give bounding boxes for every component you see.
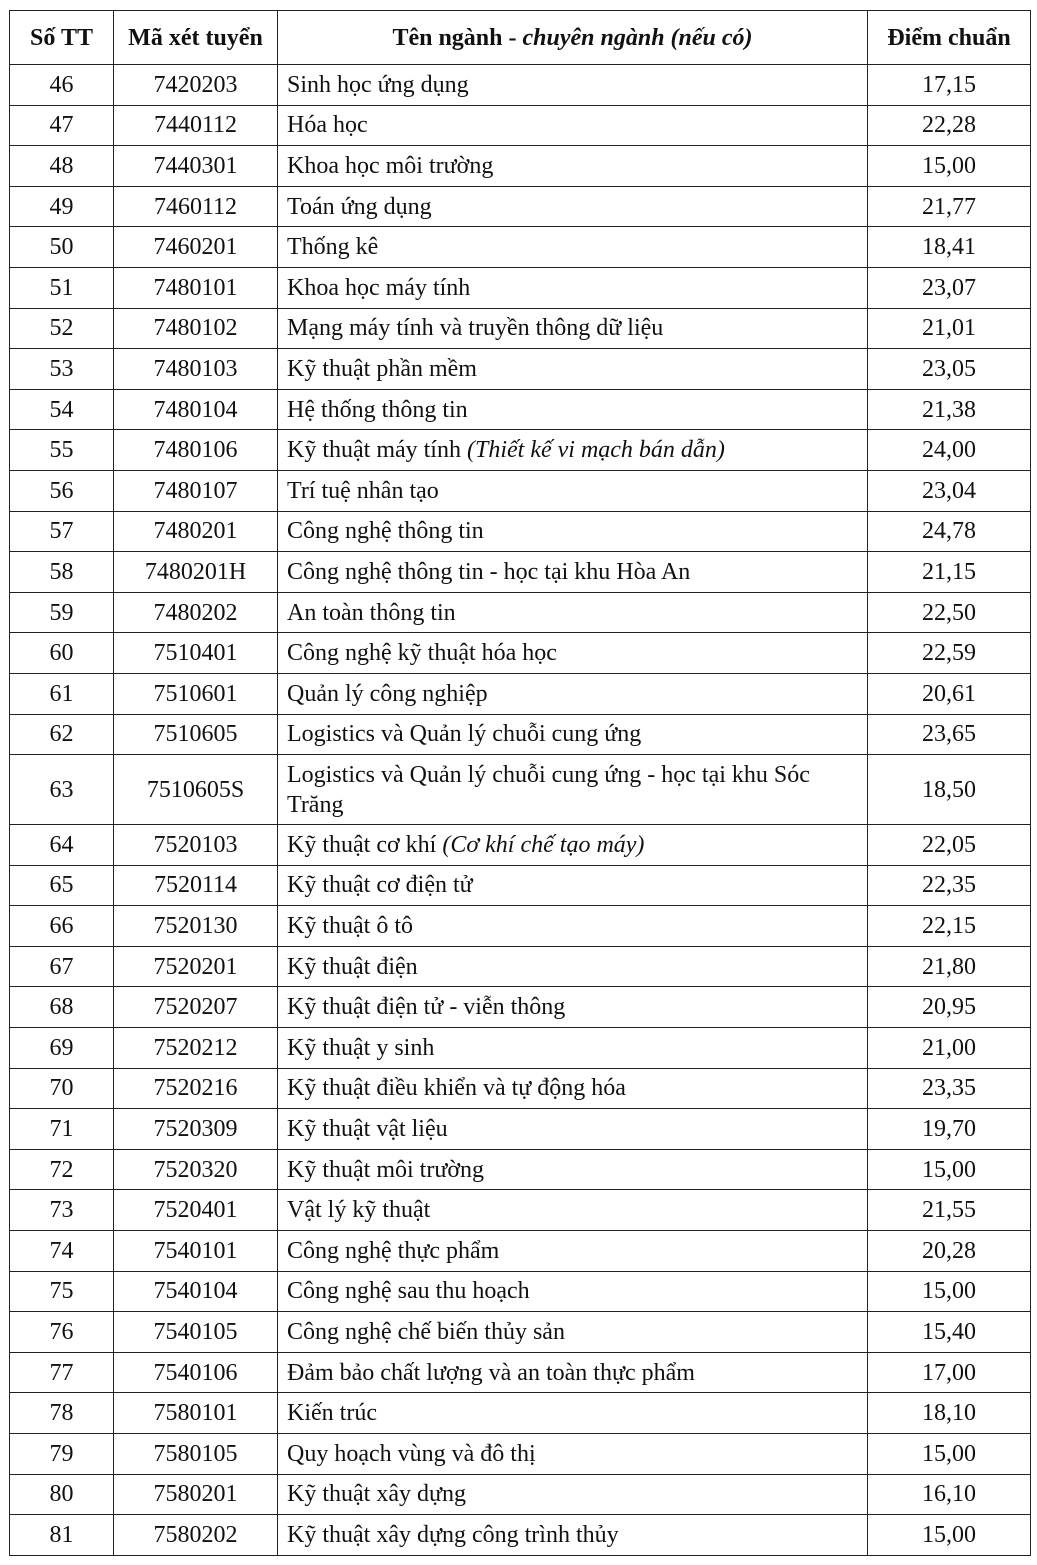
row-stt: 65 xyxy=(10,865,114,906)
row-major-name-text: Công nghệ chế biến thủy sản xyxy=(287,1319,565,1346)
row-stt: 53 xyxy=(10,349,114,390)
row-major-name-text: Trí tuệ nhân tạo xyxy=(287,477,439,504)
row-stt: 58 xyxy=(10,552,114,593)
row-major-name-text: Công nghệ thông tin xyxy=(287,518,484,545)
row-major-name-text: Quy hoạch vùng và đô thị xyxy=(287,1440,536,1467)
row-stt: 54 xyxy=(10,389,114,430)
row-score: 21,38 xyxy=(868,389,1031,430)
row-major-name-text: Toán ứng dụng xyxy=(287,193,432,220)
row-stt: 61 xyxy=(10,673,114,714)
row-major-name xyxy=(278,146,868,187)
table-row xyxy=(10,592,1031,633)
row-score: 21,55 xyxy=(868,1190,1031,1231)
row-major-name xyxy=(278,714,868,755)
row-score: 21,01 xyxy=(868,308,1031,349)
row-major-name xyxy=(278,1434,868,1475)
table-row xyxy=(10,267,1031,308)
row-major-name-text: Kỹ thuật điện xyxy=(287,953,418,980)
row-major-specialization: (Thiết kế vi mạch bán dẫn) xyxy=(466,437,725,464)
table-row xyxy=(10,389,1031,430)
row-major-name xyxy=(278,65,868,106)
table-row xyxy=(10,1028,1031,1069)
table-row xyxy=(10,1474,1031,1515)
row-stt: 55 xyxy=(10,430,114,471)
row-score: 19,70 xyxy=(868,1109,1031,1150)
table-row xyxy=(10,105,1031,146)
row-major-name xyxy=(278,1028,868,1069)
table-row xyxy=(10,1271,1031,1312)
row-score: 22,15 xyxy=(868,906,1031,947)
row-code: 7510605 xyxy=(114,714,278,755)
row-major-name xyxy=(278,1231,868,1272)
row-code: 7480201 xyxy=(114,511,278,552)
row-major-name-text: Công nghệ sau thu hoạch xyxy=(287,1278,530,1305)
row-major-name-text: Kỹ thuật y sinh xyxy=(287,1034,435,1061)
row-score: 18,41 xyxy=(868,227,1031,268)
header-stt: Số TT xyxy=(10,11,114,65)
row-stt: 72 xyxy=(10,1149,114,1190)
header-code: Mã xét tuyển xyxy=(114,11,278,65)
row-major-name-text: Công nghệ thực phẩm xyxy=(287,1237,500,1264)
row-stt: 76 xyxy=(10,1312,114,1353)
row-code: 7480201H xyxy=(114,552,278,593)
row-major-name xyxy=(278,430,868,471)
row-stt: 60 xyxy=(10,633,114,674)
row-stt: 66 xyxy=(10,906,114,947)
row-major-name-text: Logistics và Quản lý chuỗi cung ứng xyxy=(287,721,642,748)
row-major-name-text: Kiến trúc xyxy=(287,1400,377,1427)
row-code: 7420203 xyxy=(114,65,278,106)
row-code: 7580201 xyxy=(114,1474,278,1515)
row-major-name xyxy=(278,105,868,146)
row-major-name xyxy=(278,1190,868,1231)
row-code: 7480102 xyxy=(114,308,278,349)
row-major-name xyxy=(278,1068,868,1109)
row-stt: 73 xyxy=(10,1190,114,1231)
row-score: 15,00 xyxy=(868,1434,1031,1475)
row-score: 18,10 xyxy=(868,1393,1031,1434)
row-major-name xyxy=(278,389,868,430)
row-major-name-text: Kỹ thuật vật liệu xyxy=(287,1116,448,1143)
row-score: 15,00 xyxy=(868,1149,1031,1190)
row-major-name xyxy=(278,1515,868,1556)
table-row xyxy=(10,308,1031,349)
row-score: 15,00 xyxy=(868,1515,1031,1556)
row-stt: 78 xyxy=(10,1393,114,1434)
row-major-name-text: Kỹ thuật máy tính xyxy=(287,437,467,464)
row-code: 7520103 xyxy=(114,825,278,866)
row-score: 21,80 xyxy=(868,946,1031,987)
row-major-name-text: Đảm bảo chất lượng và an toàn thực phẩm xyxy=(287,1359,695,1386)
row-major-name-text: Thống kê xyxy=(287,234,379,261)
table-row xyxy=(10,186,1031,227)
row-score: 15,00 xyxy=(868,1271,1031,1312)
row-major-name-text: An toàn thông tin xyxy=(287,599,456,626)
row-score: 17,15 xyxy=(868,65,1031,106)
row-score: 23,07 xyxy=(868,267,1031,308)
table-row xyxy=(10,1312,1031,1353)
table-row xyxy=(10,227,1031,268)
row-score: 23,05 xyxy=(868,349,1031,390)
row-code: 7520114 xyxy=(114,865,278,906)
row-major-specialization: (Cơ khí chế tạo máy) xyxy=(442,831,645,858)
row-code: 7460112 xyxy=(114,186,278,227)
row-code: 7520130 xyxy=(114,906,278,947)
row-score: 23,35 xyxy=(868,1068,1031,1109)
row-major-name-text: Kỹ thuật phần mềm xyxy=(287,355,477,382)
row-stt: 75 xyxy=(10,1271,114,1312)
row-major-name-text: Kỹ thuật môi trường xyxy=(287,1156,485,1183)
row-major-name-text: Hóa học xyxy=(287,112,368,139)
table-body xyxy=(10,65,1031,1556)
row-score: 18,50 xyxy=(868,755,1031,825)
row-code: 7480101 xyxy=(114,267,278,308)
table-row xyxy=(10,1068,1031,1109)
table-row xyxy=(10,1393,1031,1434)
row-score: 22,05 xyxy=(868,825,1031,866)
row-stt: 70 xyxy=(10,1068,114,1109)
row-code: 7480107 xyxy=(114,470,278,511)
row-major-name-text: Quản lý công nghiệp xyxy=(287,680,488,707)
row-major-name xyxy=(278,267,868,308)
table-row xyxy=(10,1231,1031,1272)
row-major-name xyxy=(278,825,868,866)
row-major-name-text: Kỹ thuật xây dựng xyxy=(287,1481,466,1508)
row-code: 7480104 xyxy=(114,389,278,430)
table-row xyxy=(10,755,1031,825)
row-major-name xyxy=(278,511,868,552)
row-score: 22,35 xyxy=(868,865,1031,906)
row-major-name-text: Kỹ thuật xây dựng công trình thủy xyxy=(287,1521,619,1548)
row-code: 7510601 xyxy=(114,673,278,714)
row-code: 7580105 xyxy=(114,1434,278,1475)
row-score: 17,00 xyxy=(868,1352,1031,1393)
row-stt: 69 xyxy=(10,1028,114,1069)
row-score: 21,77 xyxy=(868,186,1031,227)
row-major-name xyxy=(278,1312,868,1353)
row-stt: 79 xyxy=(10,1434,114,1475)
row-stt: 81 xyxy=(10,1515,114,1556)
row-score: 15,00 xyxy=(868,146,1031,187)
row-code: 7480103 xyxy=(114,349,278,390)
table-row xyxy=(10,349,1031,390)
row-major-name xyxy=(278,1352,868,1393)
row-major-name xyxy=(278,592,868,633)
row-major-name-text: Kỹ thuật điện tử - viễn thông xyxy=(287,994,566,1021)
admission-score-table xyxy=(9,10,1031,1556)
admission-score-sheet xyxy=(9,10,1030,1556)
table-row xyxy=(10,470,1031,511)
table-row xyxy=(10,552,1031,593)
row-stt: 52 xyxy=(10,308,114,349)
table-row xyxy=(10,714,1031,755)
row-stt: 49 xyxy=(10,186,114,227)
row-code: 7520309 xyxy=(114,1109,278,1150)
table-row xyxy=(10,1109,1031,1150)
row-score: 22,28 xyxy=(868,105,1031,146)
row-code: 7520401 xyxy=(114,1190,278,1231)
table-row xyxy=(10,1149,1031,1190)
row-code: 7480202 xyxy=(114,592,278,633)
row-score: 15,40 xyxy=(868,1312,1031,1353)
row-major-name-text: Kỹ thuật cơ điện tử xyxy=(287,872,473,899)
row-major-name xyxy=(278,946,868,987)
row-major-name xyxy=(278,755,868,825)
table-row xyxy=(10,673,1031,714)
row-major-name-text: Vật lý kỹ thuật xyxy=(287,1197,431,1224)
row-major-name-text: Kỹ thuật ô tô xyxy=(287,913,413,940)
table-row xyxy=(10,906,1031,947)
header-major-name-main: Tên ngành - xyxy=(392,24,523,51)
table-row xyxy=(10,865,1031,906)
row-code: 7520207 xyxy=(114,987,278,1028)
row-major-name xyxy=(278,1474,868,1515)
table-row xyxy=(10,1190,1031,1231)
row-major-name xyxy=(278,470,868,511)
row-code: 7440301 xyxy=(114,146,278,187)
row-stt: 56 xyxy=(10,470,114,511)
row-major-name xyxy=(278,673,868,714)
table-row xyxy=(10,633,1031,674)
row-code: 7520212 xyxy=(114,1028,278,1069)
row-major-name-text: Khoa học máy tính xyxy=(287,274,471,301)
row-major-name-text: Công nghệ thông tin - học tại khu Hòa An xyxy=(287,558,691,585)
row-stt: 59 xyxy=(10,592,114,633)
row-code: 7540105 xyxy=(114,1312,278,1353)
row-score: 20,95 xyxy=(868,987,1031,1028)
row-major-name-text: Kỹ thuật điều khiển và tự động hóa xyxy=(287,1075,626,1102)
row-code: 7520320 xyxy=(114,1149,278,1190)
row-major-name-text: Logistics và Quản lý chuỗi cung ứng - học tại khu Sóc Trăng xyxy=(287,761,810,818)
row-stt: 77 xyxy=(10,1352,114,1393)
row-major-name xyxy=(278,633,868,674)
row-stt: 51 xyxy=(10,267,114,308)
row-major-name-text: Hệ thống thông tin xyxy=(287,396,468,423)
row-major-name xyxy=(278,186,868,227)
row-stt: 64 xyxy=(10,825,114,866)
row-code: 7480106 xyxy=(114,430,278,471)
row-stt: 74 xyxy=(10,1231,114,1272)
row-major-name-text: Kỹ thuật cơ khí xyxy=(287,831,443,858)
header-major-name-sub: chuyên ngành (nếu có) xyxy=(522,24,753,51)
row-code: 7540104 xyxy=(114,1271,278,1312)
row-stt: 67 xyxy=(10,946,114,987)
row-major-name xyxy=(278,1109,868,1150)
row-stt: 46 xyxy=(10,65,114,106)
row-code: 7520216 xyxy=(114,1068,278,1109)
row-score: 16,10 xyxy=(868,1474,1031,1515)
row-code: 7440112 xyxy=(114,105,278,146)
row-major-name xyxy=(278,308,868,349)
row-major-name-text: Khoa học môi trường xyxy=(287,152,494,179)
table-row xyxy=(10,987,1031,1028)
header-score: Điểm chuẩn xyxy=(868,11,1031,65)
row-major-name xyxy=(278,1149,868,1190)
row-stt: 63 xyxy=(10,755,114,825)
table-row xyxy=(10,825,1031,866)
row-score: 22,50 xyxy=(868,592,1031,633)
row-code: 7540101 xyxy=(114,1231,278,1272)
row-code: 7580101 xyxy=(114,1393,278,1434)
row-score: 22,59 xyxy=(868,633,1031,674)
row-code: 7580202 xyxy=(114,1515,278,1556)
row-major-name xyxy=(278,906,868,947)
row-code: 7510605S xyxy=(114,755,278,825)
table-row xyxy=(10,1515,1031,1556)
row-major-name xyxy=(278,865,868,906)
row-stt: 71 xyxy=(10,1109,114,1150)
row-score: 21,00 xyxy=(868,1028,1031,1069)
header-major-name xyxy=(278,11,868,65)
row-code: 7540106 xyxy=(114,1352,278,1393)
row-score: 23,04 xyxy=(868,470,1031,511)
row-stt: 80 xyxy=(10,1474,114,1515)
row-major-name-text: Sinh học ứng dụng xyxy=(287,71,469,98)
row-score: 20,28 xyxy=(868,1231,1031,1272)
row-score: 23,65 xyxy=(868,714,1031,755)
row-major-name xyxy=(278,1393,868,1434)
table-row xyxy=(10,511,1031,552)
row-score: 21,15 xyxy=(868,552,1031,593)
row-stt: 62 xyxy=(10,714,114,755)
row-score: 24,78 xyxy=(868,511,1031,552)
row-major-name-text: Mạng máy tính và truyền thông dữ liệu xyxy=(287,315,664,342)
row-major-name xyxy=(278,349,868,390)
table-row xyxy=(10,146,1031,187)
row-stt: 57 xyxy=(10,511,114,552)
table-row xyxy=(10,430,1031,471)
table-row xyxy=(10,946,1031,987)
row-score: 24,00 xyxy=(868,430,1031,471)
row-code: 7460201 xyxy=(114,227,278,268)
table-row xyxy=(10,65,1031,106)
table-row xyxy=(10,1352,1031,1393)
row-stt: 48 xyxy=(10,146,114,187)
row-code: 7510401 xyxy=(114,633,278,674)
row-major-name-text: Công nghệ kỹ thuật hóa học xyxy=(287,640,557,667)
row-code: 7520201 xyxy=(114,946,278,987)
table-header xyxy=(10,11,1031,65)
row-stt: 47 xyxy=(10,105,114,146)
row-major-name xyxy=(278,987,868,1028)
row-major-name xyxy=(278,227,868,268)
row-major-name xyxy=(278,1271,868,1312)
row-major-name xyxy=(278,552,868,593)
header-row xyxy=(10,11,1031,65)
row-score: 20,61 xyxy=(868,673,1031,714)
table-row xyxy=(10,1434,1031,1475)
row-stt: 50 xyxy=(10,227,114,268)
row-stt: 68 xyxy=(10,987,114,1028)
